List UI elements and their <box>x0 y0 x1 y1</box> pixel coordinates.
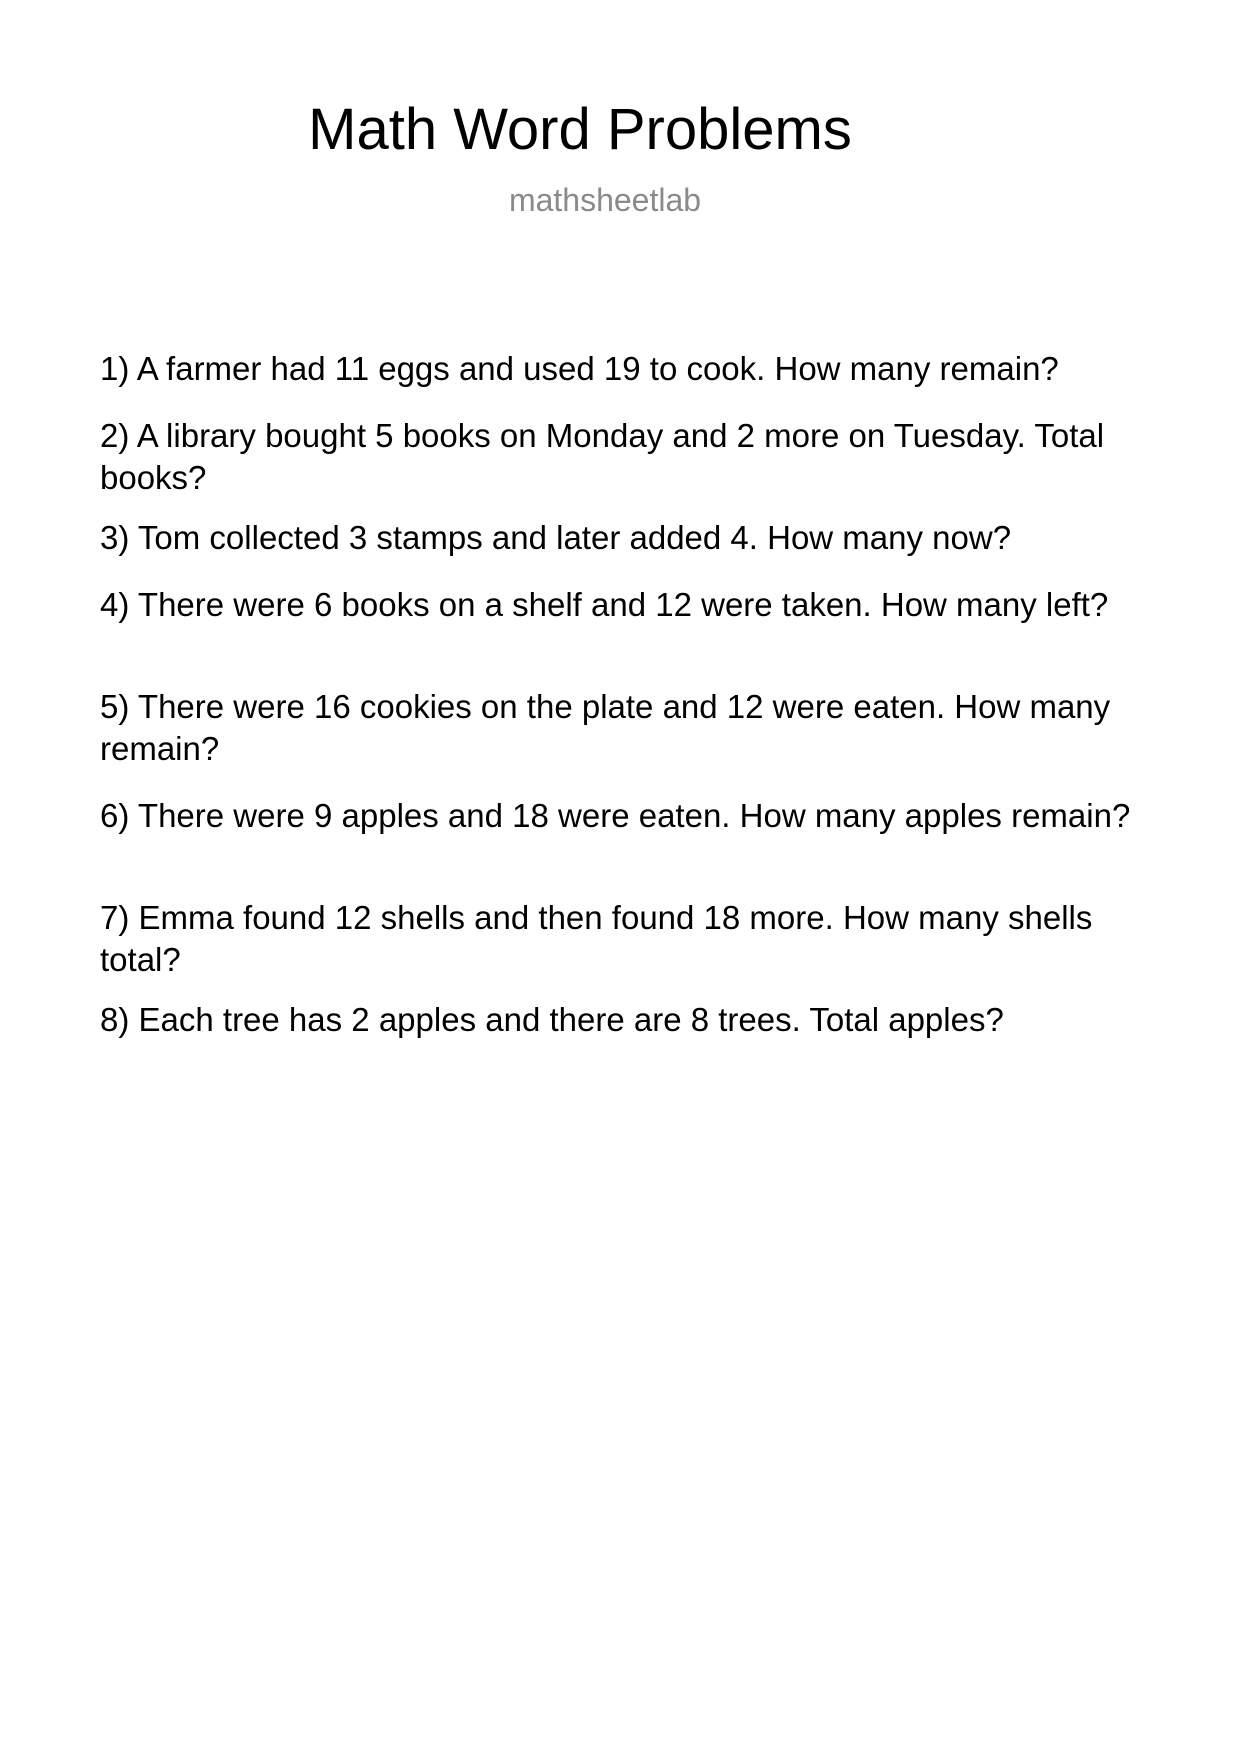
problem-8: 8) Each tree has 2 apples and there are 8 trees. Total apples? <box>100 1001 1004 1038</box>
problem-3: 3) Tom collected 3 stamps and later added 4. How many now? <box>100 519 1012 556</box>
problem-2: 2) A library bought 5 books on Monday and 2 more on Tuesday. Total books? <box>100 417 1105 496</box>
page-title: Math Word Problems <box>308 97 852 162</box>
problem-6: 6) There were 9 apples and 18 were eaten. How many apples remain? <box>100 797 1131 834</box>
problem-7: 7) Emma found 12 shells and then found 18 more. How many shells total? <box>100 899 1093 978</box>
problem-1: 1) A farmer had 11 eggs and used 19 to cook. How many remain? <box>100 350 1059 387</box>
problem-4: 4) There were 6 books on a shelf and 12 were taken. How many left? <box>100 586 1109 623</box>
problem-5: 5) There were 16 cookies on the plate and 12 were eaten. How many remain? <box>100 688 1111 767</box>
page-subtitle: mathsheetlab <box>508 182 702 218</box>
